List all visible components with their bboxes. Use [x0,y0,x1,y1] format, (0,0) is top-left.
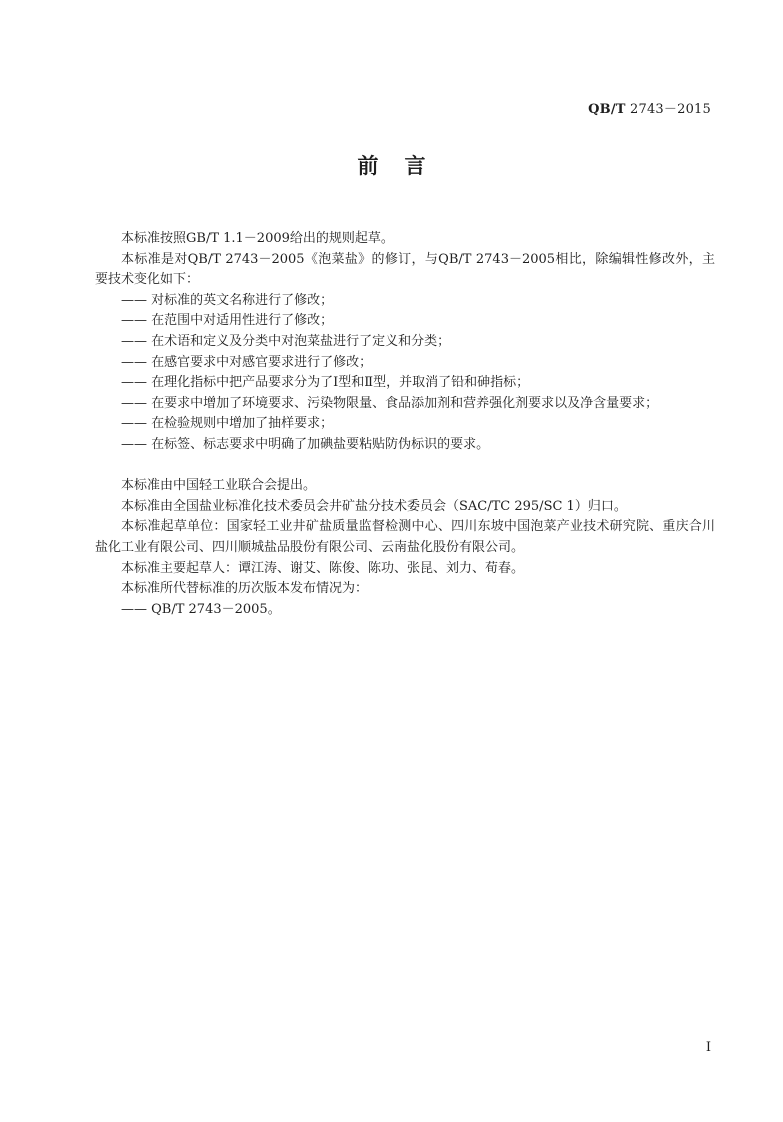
page-number: I [705,1040,711,1055]
revision-paragraph: 本标准是对QB/T 2743－2005《泡菜盐》的修订，与QB/T 2743－2005相比，除编辑性修改外，主要技术变化如下： [95,251,715,288]
standard-code-number: 2743－2015 [625,102,711,117]
list-item: —— 在检验规则中增加了抽样要求； [121,416,334,432]
history-intro-paragraph: 本标准所代替标准的历次版本发布情况为： [121,581,369,597]
list-item: —— 在术语和定义及分类中对泡菜盐进行了定义和分类； [121,333,451,349]
drafting-rule-paragraph: 本标准按照GB/T 1.1－2009给出的规则起草。 [121,231,394,246]
list-item: —— 在理化指标中把产品要求分为了Ⅰ型和Ⅱ型，并取消了铅和砷指标； [121,375,530,391]
page-title: 前言 [357,154,452,178]
list-item: —— 在范围中对适用性进行了修改； [121,313,334,329]
standard-code-prefix: QB/T [588,102,626,117]
drafting-units-paragraph: 本标准起草单位：国家轻工业井矿盐质量监督检测中心、四川东坡中国泡菜产业技术研究院、重庆合川盐化工业有限公司、四川顺城盐品股份有限公司、云南盐化股份有限公司。 [95,519,715,555]
paragraph-gap [95,456,715,477]
list-item: —— 在感官要求中对感官要求进行了修改； [121,354,373,370]
list-item: —— 对标准的英文名称进行了修改； [121,292,334,308]
history-item: —— QB/T 2743－2005。 [121,601,281,617]
drafters-paragraph: 本标准主要起草人：谭江涛、谢艾、陈俊、陈功、张昆、刘力、荀春。 [121,560,525,576]
standard-code [588,98,711,117]
changes-list [95,291,715,456]
list-item: —— 在标签、标志要求中明确了加碘盐要粘贴防伪标识的要求。 [121,436,490,452]
proposed-by-paragraph: 本标准由中国轻工业联合会提出。 [121,478,317,494]
document-body [95,229,715,620]
centralized-by-paragraph: 本标准由全国盐业标准化技术委员会井矿盐分技术委员会（SAC/TC 295/SC 1）归口。 [121,498,627,514]
list-item: —— 在要求中增加了环境要求、污染物限量、食品添加剂和营养强化剂要求以及净含量要求； [121,395,659,411]
